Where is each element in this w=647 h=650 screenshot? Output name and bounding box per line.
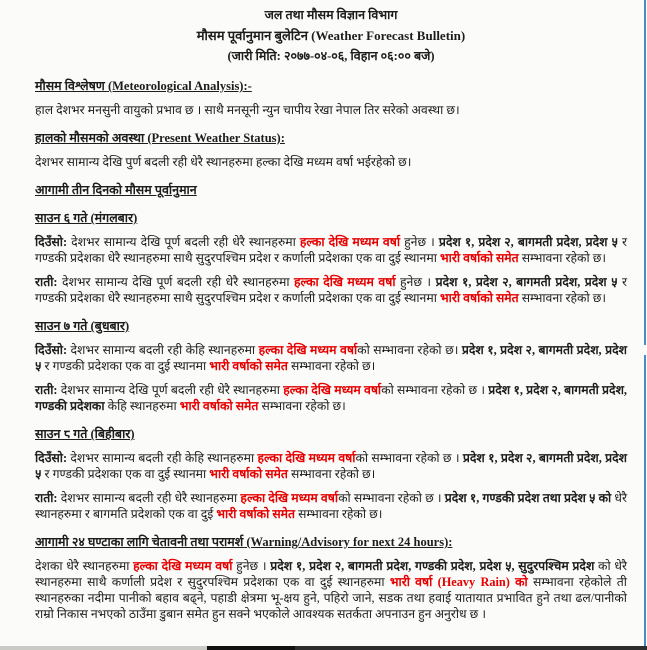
paragraph — [35, 450, 627, 482]
paragraph — [35, 274, 627, 306]
text-run: को सम्भावना रहेको छ। — [357, 343, 462, 357]
text-run: देशभर सामान्य देखि पूर्ण बदली रही धेरै स्थानहरुमा — [71, 235, 300, 249]
highlighted-text-run: भारी वर्षाको समेत — [209, 359, 288, 373]
section-heading — [35, 533, 627, 550]
text-run: सम्भावना रहेको छ। — [518, 291, 607, 305]
highlighted-text-run: हल्का देखि मध्यम वर्षा — [133, 559, 233, 573]
highlighted-text-run: भारी वर्षाको समेत — [440, 291, 519, 305]
department-name: जल तथा मौसम विज्ञान विभाग — [264, 8, 398, 22]
text-run: सम्भावना रहेको छ। — [295, 507, 383, 521]
highlighted-text-run: हल्का देखि मध्यम वर्षा — [258, 343, 358, 357]
paragraph — [35, 490, 627, 522]
paragraph — [35, 558, 627, 622]
text-run: दिउँसो: — [35, 235, 72, 249]
horizontal-scrollbar-track[interactable] — [295, 646, 647, 650]
text-run: को सम्भावना रहेको छ । — [338, 491, 445, 505]
text-run: सम्भावना रहेको छ। — [287, 359, 376, 373]
section-heading-text: आगामी २४ घण्टाका लागि चेतावनी तथा परामर्श (Warning/Advisory for next 24 hours): — [35, 535, 453, 549]
text-run: प्रदेश १, प्रदेश २, बागमती प्रदेश, प्रदेश ५ — [35, 451, 628, 481]
text-run: सम्भावना रहेको छ। — [518, 251, 607, 265]
text-run: देशभर सामान्य बदली रही केहि स्थानहरुमा — [70, 451, 258, 465]
text-run: हाल देशभर मनसुनी वायुको प्रभाव छ । साथै मनसूनी न्युन चापीय रेखा नेपाल तिर सरेको अवस्था छ। — [35, 103, 460, 117]
section-heading — [35, 209, 627, 226]
section-heading-text: हालको मौसमको अवस्था (Present Weather Status): — [35, 131, 285, 145]
text-run: को सम्भावना रहेको छ । — [355, 451, 463, 465]
bulletin-title: मौसम पूर्वानुमान बुलेटिन (Weather Forecast Bulletin) — [196, 28, 466, 43]
highlighted-text-run: हल्का देखि मध्यम वर्षा — [294, 275, 396, 289]
text-run: देशभर सामान्य देखि पूर्ण बदली रही धेरै स्थानहरुमा — [61, 275, 295, 289]
text-run: र गण्डकी प्रदेशका एक वा दुई स्थानमा — [41, 359, 210, 373]
bottom-scrollbar — [0, 646, 647, 650]
text-run: र गण्डकी प्रदेशका धेरै स्थानहरुमा साथै सुदुरपश्चिम प्रदेश र कर्णाली प्रदेशका एक वा दुई स्थानमा — [35, 275, 628, 305]
text-run: दिउँसो: — [35, 343, 71, 357]
horizontal-scrollbar-track-dark-segment[interactable] — [207, 646, 295, 650]
text-run: राती: — [35, 491, 61, 505]
highlighted-text-run: भारी वर्षा (Heavy Rain) को — [389, 575, 528, 589]
highlighted-text-run: भारी वर्षाको समेत — [179, 399, 259, 413]
horizontal-scrollbar-thumb[interactable] — [0, 646, 207, 650]
text-run: देशभर सामान्य बदली रही केहि स्थानहरुमा — [70, 343, 259, 357]
paragraph — [35, 102, 627, 118]
text-run: प्रदेश १, प्रदेश २, बागमती प्रदेश, प्रदेश ५ — [438, 235, 618, 249]
text-run: सम्भावना रहेकोले ती स्थानहरुका नदीमा पानीको बहाव बढ्ने, पहाडी क्षेत्रमा भू-क्षय हुने, पहिरो जाने, सडक तथा हवाई यातायात प्रभावित हुने तथा ढल/पानीको राम्रो निकास नभएको ठाउँमा डुबान समेत हुन सक्ने भएकोले आवश्यक सतर्कता अपनाउन हुन अनुरोध छ । — [35, 575, 627, 621]
section-heading-text: साउन ८ गते (बिहीबार) — [35, 427, 135, 441]
text-run: प्रदेश १, प्रदेश २, बागमती प्रदेश, प्रदेश ५ — [435, 275, 618, 289]
text-run: को सम्भावना रहेको छ । — [381, 383, 489, 397]
paragraph — [35, 382, 627, 414]
text-run: हुनेछ । — [395, 275, 436, 289]
text-run: र गण्डकी प्रदेशका धेरै स्थानहरुमा साथै सुदुरपश्चिम प्रदेश र कर्णाली प्रदेशका एक वा दुई स्थानमा — [35, 235, 628, 265]
window-right-border-top — [644, 0, 646, 345]
section-heading — [35, 425, 627, 442]
section-heading — [35, 317, 627, 334]
text-run: देशभर सामान्य देखि पुर्ण बदली रही धेरै स्थानहरुमा हल्का देखि मध्यम वर्षा भईरहेको छ। — [35, 155, 412, 169]
paragraph — [35, 154, 627, 170]
text-run: दिउँसो: — [35, 451, 71, 465]
text-run: हुनेछ । — [400, 235, 439, 249]
text-run: र गण्डकी प्रदेशका एक वा दुई स्थानमा — [41, 467, 210, 481]
highlighted-text-run: भारी वर्षाको समेत — [216, 507, 296, 521]
bulletin-header — [35, 6, 627, 64]
paragraph — [35, 342, 627, 374]
highlighted-text-run: हल्का देखि मध्यम वर्षा — [283, 383, 382, 397]
text-run: धेरै स्थानहरुमा र बागमति प्रदेशको एक वा दुई — [35, 491, 628, 521]
text-run: राती: — [35, 383, 61, 397]
text-run: केहि स्थानहरुमा — [104, 399, 180, 413]
section-heading-text: मौसम विश्लेषण (Meteorological Analysis):- — [35, 79, 252, 93]
section-heading-text: साउन ७ गते (बुधबार) — [35, 319, 130, 333]
highlighted-text-run: हल्का देखि मध्यम वर्षा — [299, 235, 401, 249]
issue-date: (जारी मिति: २०७७-०४-०६, विहान ०६:०० बजे) — [227, 49, 435, 63]
section-heading — [35, 181, 627, 198]
window-right-border-bottom — [644, 355, 646, 650]
section-heading-text: आगामी तीन दिनको मौसम पूर्वानुमान — [35, 183, 197, 197]
text-run: प्रदेश १, गण्डकी प्रदेश तथा प्रदेश ५ को — [444, 491, 612, 505]
text-run: प्रदेश १, प्रदेश २, बागमती प्रदेश, प्रदेश ५ — [35, 343, 628, 373]
highlighted-text-run: भारी वर्षाको समेत — [440, 251, 519, 265]
highlighted-text-run: हल्का देखि मध्यम वर्षा — [240, 491, 339, 505]
text-run: हुनेछ । — [232, 559, 271, 573]
section-heading — [35, 77, 627, 94]
text-run: सम्भावना रहेको छ। — [258, 399, 346, 413]
text-run: देशभर सामान्य बदली रही धेरै स्थानहरुमा — [60, 491, 241, 505]
text-run: प्रदेश १, प्रदेश २, बागमती प्रदेश, गण्डकी प्रदेशका — [35, 383, 628, 413]
text-run: सम्भावना रहेको छ। — [287, 467, 376, 481]
highlighted-text-run: भारी वर्षाको समेत — [209, 467, 288, 481]
document-body — [35, 77, 627, 622]
text-run: राती: — [35, 275, 62, 289]
paragraph — [35, 234, 627, 266]
text-run: प्रदेश १, प्रदेश २, बागमती प्रदेश, गण्डकी प्रदेश, प्रदेश ५, सुदुरपश्चिम प्रदेश — [270, 559, 595, 573]
text-run: देशका धेरै स्थानहरुमा — [35, 559, 134, 573]
section-heading — [35, 129, 627, 146]
highlighted-text-run: हल्का देखि मध्यम वर्षा — [257, 451, 356, 465]
section-heading-text: साउन ६ गते (मंगलबार) — [35, 211, 138, 225]
text-run: को धेरै स्थानहरुमा साथै कर्णाली प्रदेश र सुदुरपश्चिम प्रदेशका एक वा दुई स्थानहरुमा — [35, 559, 628, 589]
text-run: देशभर सामान्य देखि पूर्ण बदली रही धेरै स्थानहरुमा — [60, 383, 284, 397]
